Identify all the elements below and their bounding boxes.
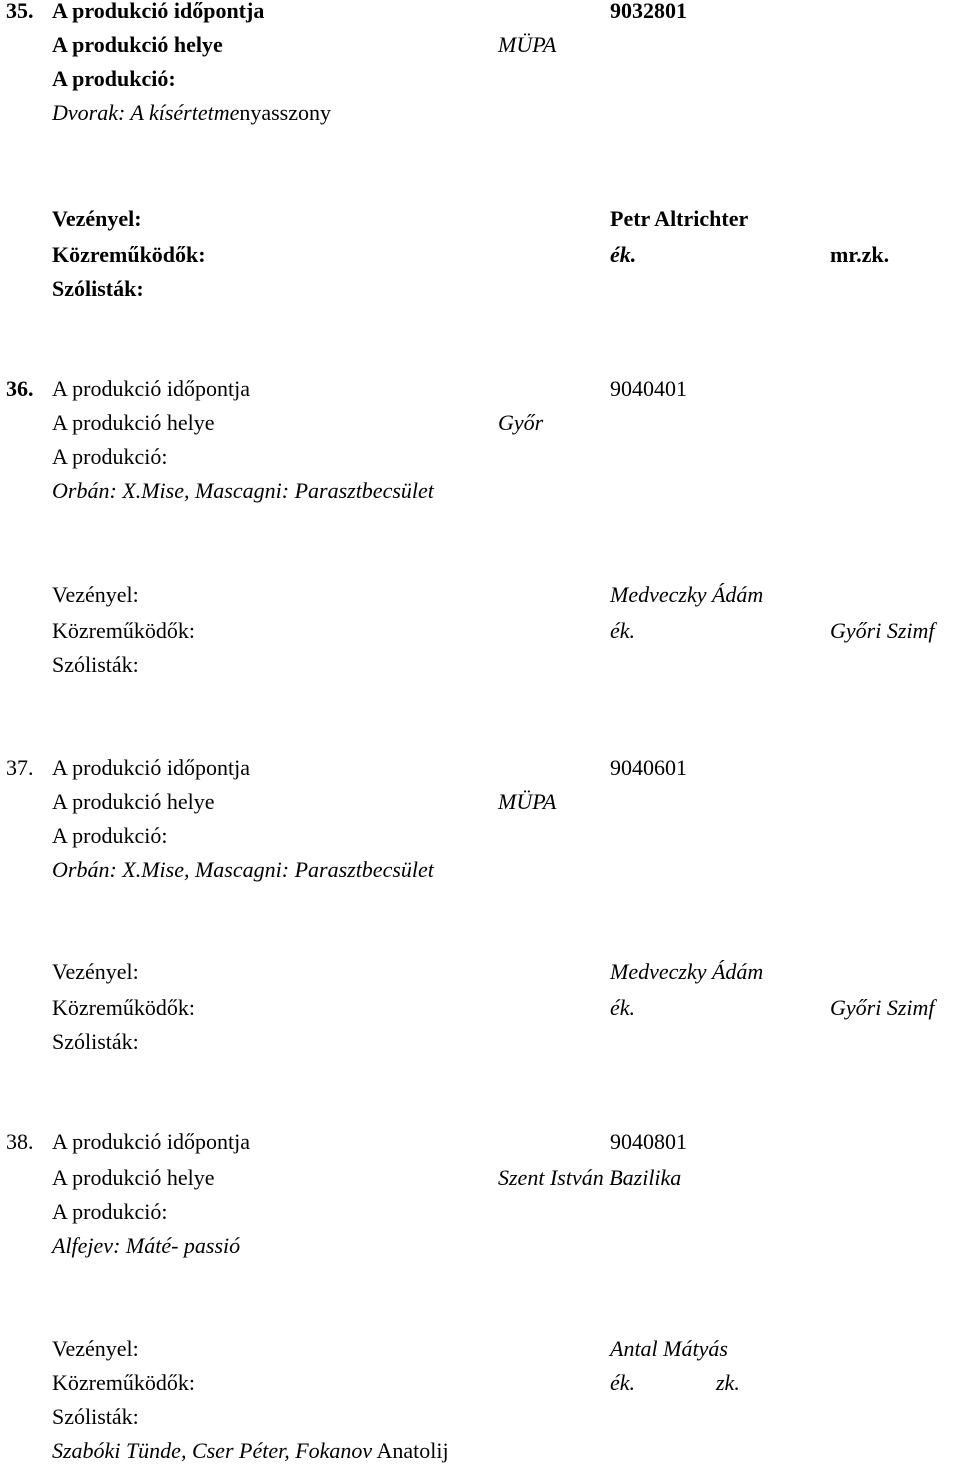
performers-label: Közreműködők: — [52, 618, 195, 643]
place-value: MÜPA — [498, 789, 557, 814]
place-value: Győr — [498, 410, 544, 435]
production-label: A produkció: — [52, 1199, 168, 1224]
production-title-rest: nyasszony — [239, 100, 332, 125]
production-title: Orbán: X.Mise, Mascagni: Parasztbecsület — [52, 478, 434, 503]
place-label: A produkció helye — [52, 789, 215, 814]
performers-ek: ék. — [610, 995, 636, 1020]
entry-number: 36. — [6, 376, 34, 401]
conductor-value: Antal Mátyás — [610, 1336, 728, 1361]
soloists-value — [52, 1440, 449, 1462]
date-value: 9032801 — [610, 0, 687, 23]
conductor-label: Vezényel: — [52, 1336, 139, 1361]
soloists-names-rest: Anatolij — [376, 1438, 449, 1463]
place-label: A produkció helye — [52, 1165, 215, 1190]
performers-value: mr.zk. — [830, 242, 890, 267]
performers-value: Győri Szimf — [830, 618, 935, 643]
performers-label: Közreműködők: — [52, 242, 206, 267]
place-label: A produkció helye — [52, 32, 223, 57]
date-value: 9040801 — [610, 1129, 687, 1154]
place-value: MÜPA — [498, 32, 557, 57]
date-value: 9040401 — [610, 376, 687, 401]
date-label: A produkció időpontja — [52, 376, 250, 401]
production-label: A produkció: — [52, 444, 168, 469]
performers-ek: ék. — [610, 1370, 636, 1395]
soloists-label: Szólisták: — [52, 1404, 139, 1429]
production-title-italic: Dvorak: A kísértetme — [52, 100, 240, 125]
conductor-label: Vezényel: — [52, 582, 139, 607]
entry-number: 37. — [6, 755, 34, 780]
place-value: Szent István Bazilika — [498, 1165, 682, 1190]
production-title: Orbán: X.Mise, Mascagni: Parasztbecsület — [52, 857, 434, 882]
performers-value: Győri Szimf — [830, 995, 935, 1020]
production-title: Alfejev: Máté- passió — [52, 1233, 241, 1258]
entry-number: 35. — [6, 0, 34, 23]
conductor-label: Vezényel: — [52, 959, 139, 984]
soloists-label: Szólisták: — [52, 1029, 139, 1054]
soloists-names: Szabóki Tünde, Cser Péter, Fokanov — [52, 1438, 373, 1463]
performers-ek: ék. — [610, 618, 636, 643]
conductor-label: Vezényel: — [52, 206, 142, 231]
production-title — [52, 102, 331, 124]
place-label: A produkció helye — [52, 410, 215, 435]
conductor-value: Medveczky Ádám — [610, 582, 764, 607]
date-label: A produkció időpontja — [52, 755, 250, 780]
performers-ek: ék. — [610, 242, 637, 267]
production-label: A produkció: — [52, 823, 168, 848]
date-label: A produkció időpontja — [52, 0, 265, 23]
entry-number: 38. — [6, 1129, 34, 1154]
date-label: A produkció időpontja — [52, 1129, 250, 1154]
performers-label: Közreműködők: — [52, 995, 195, 1020]
production-label: A produkció: — [52, 66, 176, 91]
date-value: 9040601 — [610, 755, 687, 780]
conductor-value: Medveczky Ádám — [610, 959, 764, 984]
performers-value: zk. — [716, 1370, 740, 1395]
soloists-label: Szólisták: — [52, 276, 144, 301]
conductor-value: Petr Altrichter — [610, 206, 749, 231]
performers-label: Közreműködők: — [52, 1370, 195, 1395]
soloists-label: Szólisták: — [52, 652, 139, 677]
